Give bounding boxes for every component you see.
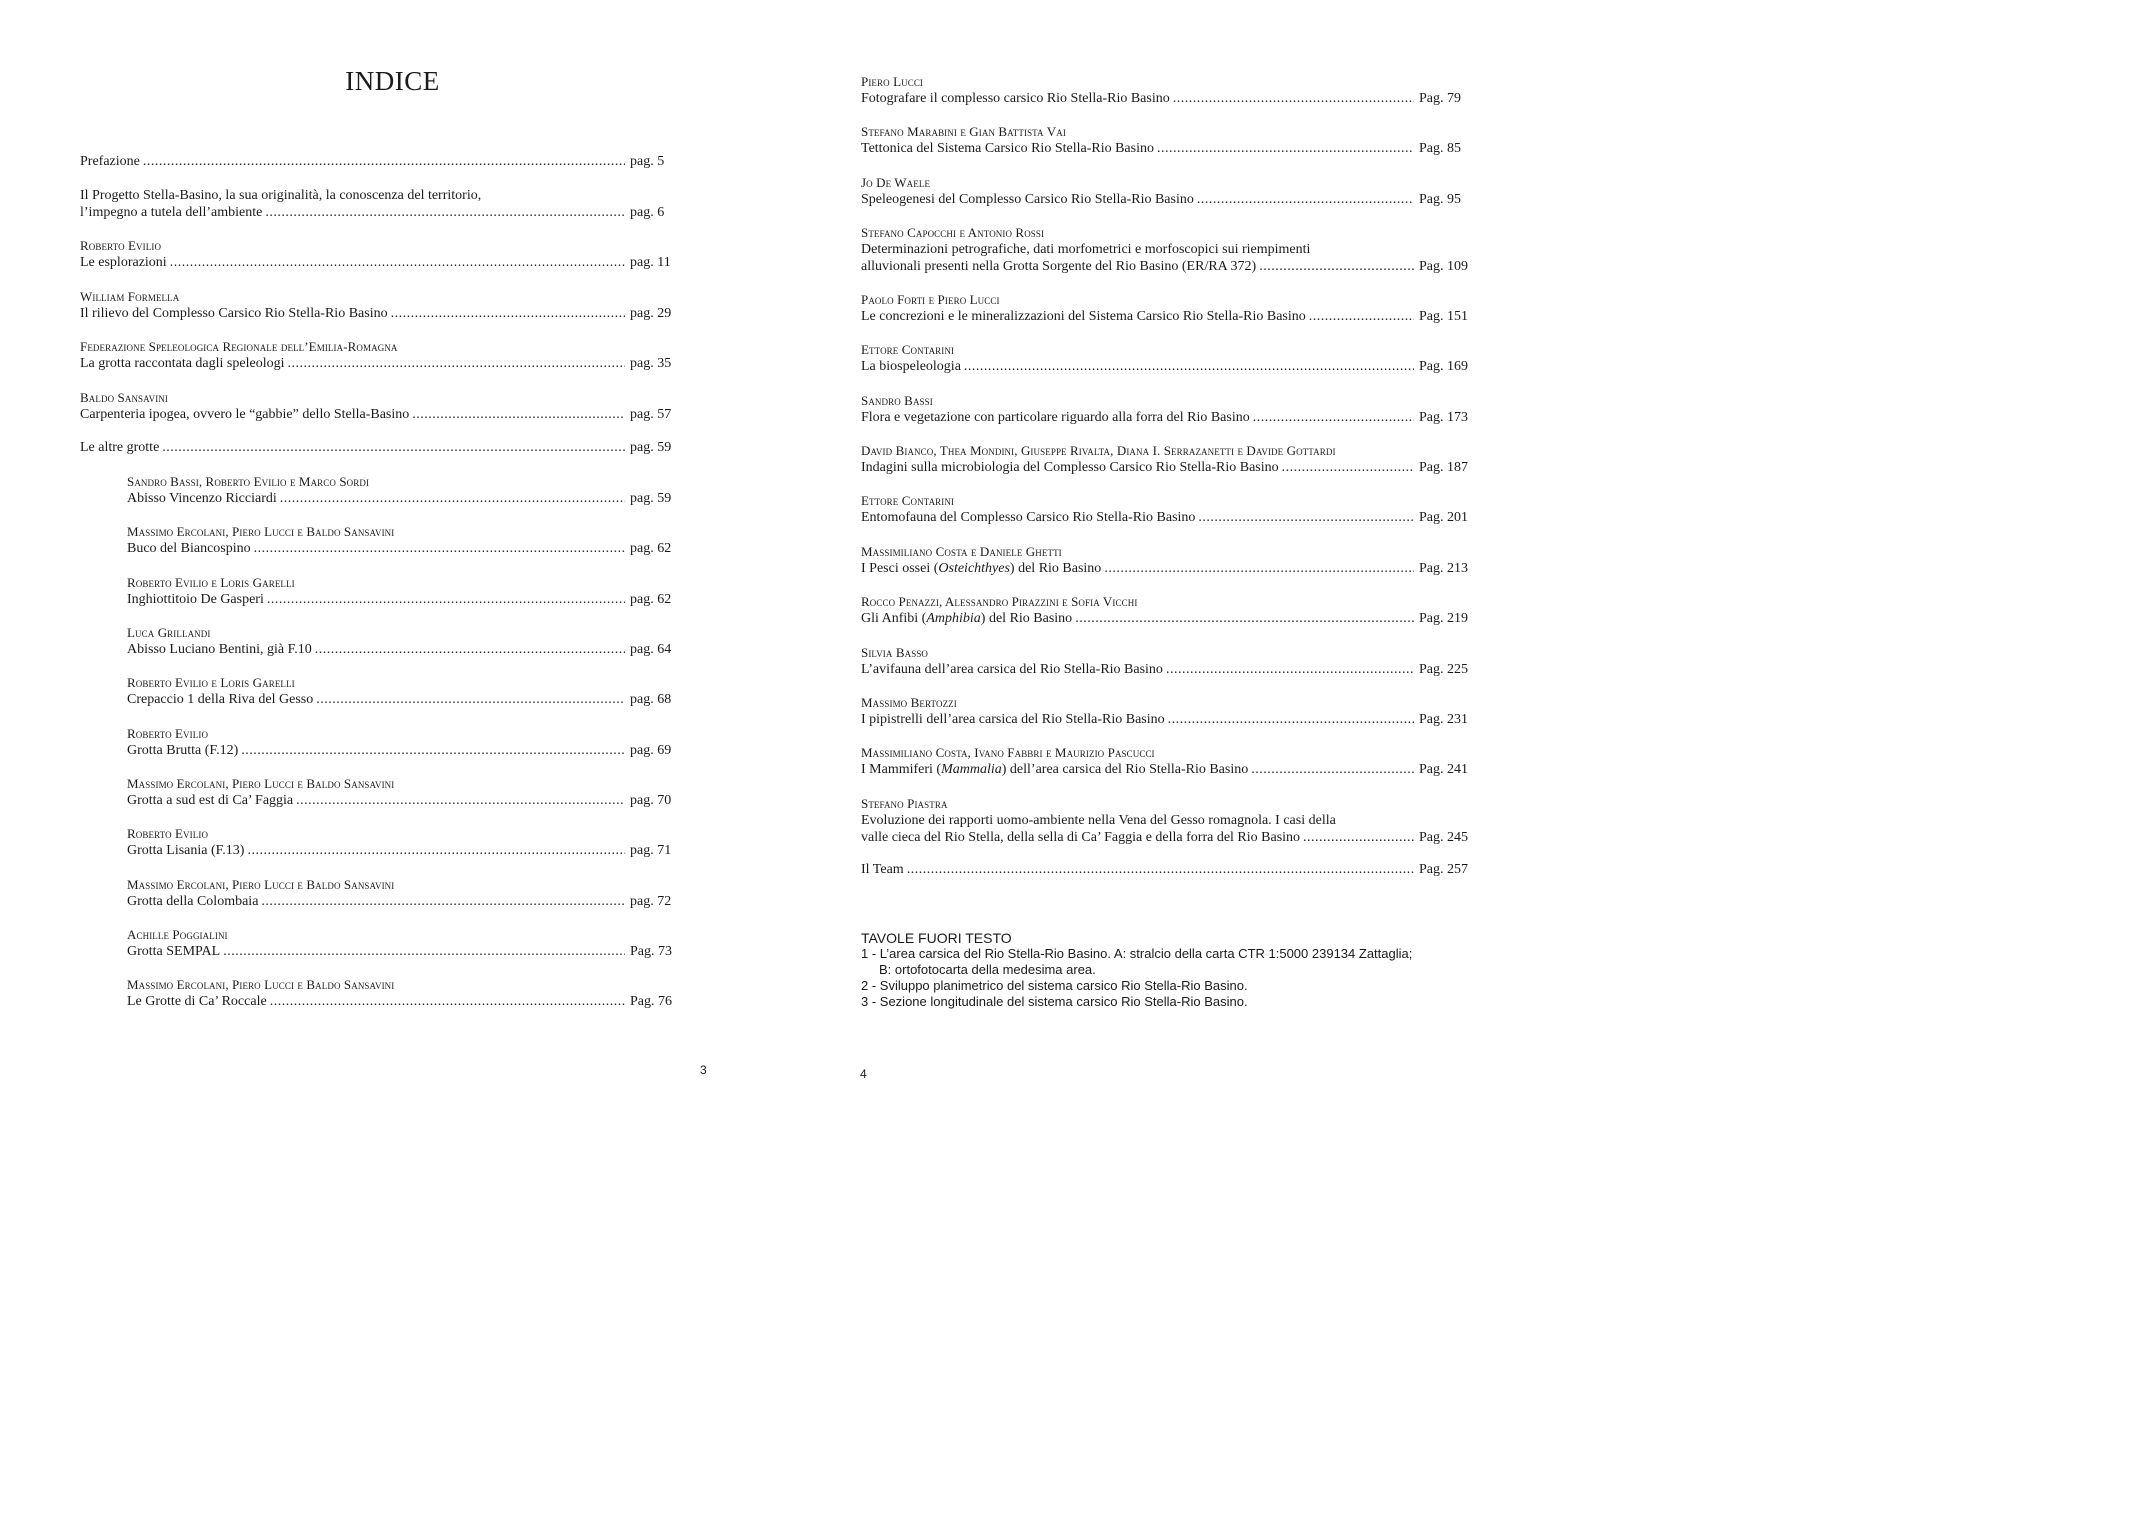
dot-leader (1198, 509, 1414, 526)
toc-entry (861, 174, 1467, 208)
dot-leader (143, 153, 625, 170)
toc-entry-title (80, 254, 167, 271)
toc-entry-authors: Ettore Contarini (861, 342, 955, 357)
dot-leader (280, 490, 625, 507)
toc-entry-authors: Massimo Bertozzi (861, 695, 957, 710)
toc-entry-title (861, 358, 961, 375)
tavole-item: 3 - Sezione longitudinale del sistema carsico Rio Stella-Rio Basino. (861, 994, 1248, 1009)
dot-leader (1075, 610, 1414, 627)
toc-entry-title-text: Abisso Vincenzo Ricciardi (127, 491, 277, 506)
toc-entry (861, 644, 1467, 678)
tavole-item: B: ortofotocarta della medesima area. (879, 962, 1096, 977)
dot-leader (1173, 90, 1414, 107)
toc-entry-page: Pag. 73 (630, 944, 672, 959)
toc-entry (127, 674, 678, 708)
toc-entry-title (127, 993, 267, 1010)
toc-entry-page: Pag. 257 (1419, 862, 1468, 877)
toc-entry-title-text: Grotta Brutta (F.12) (127, 743, 239, 758)
toc-entry-title (80, 305, 388, 322)
toc-entry-title-rest: ) dell’area carsica del Rio Stella-Rio Basino (1001, 762, 1249, 777)
dot-leader (1282, 459, 1414, 476)
page-title: INDICE (345, 66, 440, 96)
toc-entry-authors: Achille Poggialini (127, 927, 228, 942)
toc-entry-page: pag. 71 (630, 843, 672, 858)
toc-entry-title-text: I Mammiferi ( (861, 762, 942, 777)
toc-entry-authors: Sandro Bassi, Roberto Evilio e Marco Sordi (127, 474, 370, 489)
dot-leader (296, 792, 625, 809)
toc-entry-page: Pag. 187 (1419, 460, 1468, 475)
toc-entry-page: Pag. 109 (1419, 259, 1468, 274)
dot-leader (265, 204, 625, 221)
toc-entry-title (861, 509, 1195, 526)
toc-entry (861, 492, 1467, 526)
dot-leader (247, 842, 625, 859)
tavole-item: 1 - L’area carsica del Rio Stella-Rio Basino. A: stralcio della carta CTR 1:5000 239134 Zattaglia; (861, 946, 1413, 961)
toc-entry-page: Pag. 151 (1419, 309, 1468, 324)
toc-entry-title (127, 691, 313, 708)
toc-entry-authors: Massimo Ercolani, Piero Lucci e Baldo Sansavini (127, 877, 395, 892)
toc-entry (861, 442, 1467, 476)
toc-entry-title (127, 893, 258, 910)
toc-entry-page: pag. 11 (630, 255, 671, 270)
toc-entry-title-text: Entomofauna del Complesso Carsico Rio Stella-Rio Basino (861, 510, 1196, 525)
toc-entry (80, 187, 678, 221)
toc-entry-page: Pag. 169 (1419, 359, 1468, 374)
toc-entry-title (80, 439, 159, 456)
toc-entry-authors: Rocco Penazzi, Alessandro Pirazzini e Sofia Vicchi (861, 594, 1138, 609)
toc-entry-title-text: Le Grotte di Ca’ Roccale (127, 994, 267, 1009)
toc-entry-authors: Paolo Forti e Piero Lucci (861, 292, 1000, 307)
dot-leader (170, 254, 625, 271)
toc-entry (861, 593, 1467, 627)
toc-entry-title (127, 943, 220, 960)
toc-entry-page: pag. 62 (630, 541, 672, 556)
toc-entry-authors: Roberto Evilio (80, 238, 162, 253)
toc-entry (861, 341, 1467, 375)
toc-entry-page: pag. 70 (630, 793, 672, 808)
toc-entry-title (861, 308, 1306, 325)
toc-entry-title-text: Grotta della Colombaia (127, 894, 259, 909)
toc-entry-authors: Roberto Evilio (127, 826, 209, 841)
toc-entry-title (127, 641, 312, 658)
toc-entry-authors: Roberto Evilio e Loris Garelli (127, 675, 295, 690)
toc-entry-page: Pag. 213 (1419, 561, 1468, 576)
toc-entry-page: Pag. 231 (1419, 712, 1468, 727)
toc-entry-title-text: Grotta Lisania (F.13) (127, 843, 245, 858)
toc-entry-authors: Stefano Piastra (861, 796, 948, 811)
toc-entry-page: Pag. 241 (1419, 762, 1468, 777)
toc-entry (80, 439, 678, 456)
toc-entry-authors: Roberto Evilio (127, 726, 209, 741)
toc-entry-page: pag. 35 (630, 356, 672, 371)
dot-leader (261, 893, 625, 910)
toc-entry (861, 744, 1467, 778)
toc-entry-title (127, 540, 251, 557)
toc-entry-title-text: Abisso Luciano Bentini, già F.10 (127, 642, 312, 657)
toc-entry-title (127, 591, 264, 608)
toc-entry-title (861, 90, 1170, 107)
page-number: 3 (700, 1063, 707, 1077)
toc-entry-title-text: La biospeleologia (861, 359, 961, 374)
toc-entry-page: pag. 69 (630, 743, 672, 758)
dot-leader (270, 993, 625, 1010)
toc-entry (127, 523, 678, 557)
toc-entry (80, 288, 678, 322)
toc-entry (127, 624, 678, 658)
toc-entry-title-text: I Pesci ossei ( (861, 561, 939, 576)
toc-entry-page: Pag. 219 (1419, 611, 1468, 626)
toc-entry-title (861, 829, 1300, 846)
dot-leader (254, 540, 625, 557)
toc-entry-title (861, 409, 1250, 426)
dot-leader (162, 439, 625, 456)
toc-entry (861, 543, 1467, 577)
toc-entry-page: pag. 59 (630, 440, 672, 455)
toc-entry-title-text: Prefazione (80, 154, 140, 169)
dot-leader (316, 691, 625, 708)
toc-entry-title-rest: ) del Rio Basino (1009, 561, 1102, 576)
toc-entry-title-text: I pipistrelli dell’area carsica del Rio Stella-Rio Basino (861, 712, 1165, 727)
right-page (775, 0, 1549, 1100)
dot-leader (1197, 191, 1414, 208)
toc-entry-title-italic: Amphibia (926, 611, 981, 626)
toc-entry-title (80, 204, 262, 221)
dot-leader (1168, 711, 1414, 728)
tavole-item: 2 - Sviluppo planimetrico del sistema carsico Rio Stella-Rio Basino. (861, 978, 1248, 993)
toc-entry-title-text: Tettonica del Sistema Carsico Rio Stella-Rio Basino (861, 141, 1154, 156)
toc-entry-authors: Massimiliano Costa e Daniele Ghetti (861, 544, 1062, 559)
toc-entry-title (80, 153, 140, 170)
toc-entry-title-text: Speleogenesi del Complesso Carsico Rio Stella-Rio Basino (861, 192, 1194, 207)
dot-leader (267, 591, 625, 608)
toc-entry-page: pag. 62 (630, 592, 672, 607)
tavole-heading: TAVOLE FUORI TESTO (861, 930, 1012, 946)
toc-entry (861, 123, 1467, 157)
toc-entry-page: Pag. 85 (1419, 141, 1461, 156)
toc-entry (861, 73, 1467, 107)
dot-leader (907, 861, 1414, 878)
toc-entry-page: Pag. 95 (1419, 192, 1461, 207)
toc-entry-title-line: Determinazioni petrografiche, dati morfometrici e morfoscopici sui riempimenti (861, 242, 1311, 257)
dot-leader (315, 641, 625, 658)
toc-entry (127, 825, 678, 859)
dot-leader (1104, 560, 1414, 577)
toc-entry-page: pag. 59 (630, 491, 672, 506)
toc-entry-authors: Massimiliano Costa, Ivano Fabbri e Maurizio Pascucci (861, 745, 1155, 760)
dot-leader (391, 305, 625, 322)
toc-entry-authors: David Bianco, Thea Mondini, Giuseppe Rivalta, Diana I. Serrazanetti e Davide Gottardi (861, 443, 1336, 458)
page-number: 4 (860, 1067, 867, 1081)
toc-entry-title (127, 792, 293, 809)
dot-leader (412, 406, 625, 423)
toc-entry-authors: Sandro Bassi (861, 393, 933, 408)
toc-entry-title-text: L’avifauna dell’area carsica del Rio Stella-Rio Basino (861, 662, 1163, 677)
toc-entry-page: Pag. 245 (1419, 830, 1468, 845)
toc-entry-title-text: alluvionali presenti nella Grotta Sorgente del Rio Basino (ER/RA 372) (861, 259, 1257, 274)
toc-entry (127, 775, 678, 809)
toc-entry (861, 694, 1467, 728)
toc-entry-page: pag. 29 (630, 306, 672, 321)
toc-entry-authors: Massimo Ercolani, Piero Lucci e Baldo Sansavini (127, 977, 395, 992)
dot-leader (1303, 829, 1414, 846)
toc-entry-page: pag. 64 (630, 642, 672, 657)
toc-entry (861, 861, 1467, 878)
toc-entry (127, 976, 678, 1010)
toc-entry (80, 338, 678, 372)
toc-entry-authors: Jo De Waele (861, 175, 931, 190)
toc-entry-page: pag. 6 (630, 205, 665, 220)
toc-entry-title-text: Il rilievo del Complesso Carsico Rio Stella-Rio Basino (80, 306, 388, 321)
toc-entry-title-text: Le esplorazioni (80, 255, 167, 270)
toc-entry-title (80, 355, 284, 372)
dot-leader (1309, 308, 1414, 325)
toc-entry-authors: Silvia Basso (861, 645, 929, 660)
toc-entry-page: Pag. 79 (1419, 91, 1461, 106)
toc-entry-authors: Stefano Marabini e Gian Battista Vai (861, 124, 1066, 139)
toc-entry-page: Pag. 225 (1419, 662, 1468, 677)
toc-entry-title-text: Gli Anfibi ( (861, 611, 927, 626)
toc-entry-title (861, 711, 1165, 728)
toc-entry-title (861, 258, 1256, 275)
toc-entry-title-text: Crepaccio 1 della Riva del Gesso (127, 692, 314, 707)
toc-entry-page: pag. 72 (630, 894, 672, 909)
toc-entry-page: Pag. 76 (630, 994, 672, 1009)
dot-leader (223, 943, 625, 960)
toc-entry-authors: William Formella (80, 289, 180, 304)
dot-leader (964, 358, 1414, 375)
toc-entry (861, 224, 1467, 275)
toc-entry-title (80, 406, 409, 423)
toc-entry-title (861, 661, 1163, 678)
toc-entry-title (127, 490, 277, 507)
toc-entry-title-text: Fotografare il complesso carsico Rio Stella-Rio Basino (861, 91, 1170, 106)
toc-entry-title-text: l’impegno a tutela dell’ambiente (80, 205, 263, 220)
toc-entry-page: Pag. 173 (1419, 410, 1468, 425)
toc-entry-page: pag. 68 (630, 692, 672, 707)
toc-entry-title-italic: Mammalia (941, 762, 1002, 777)
toc-entry (861, 392, 1467, 426)
toc-entry-title-text: Grotta SEMPAL (127, 944, 221, 959)
toc-entry-title-italic: Osteichthyes (938, 561, 1010, 576)
toc-entry-title (127, 742, 238, 759)
toc-entry (80, 389, 678, 423)
toc-entry-title (861, 610, 1072, 627)
toc-entry-page: pag. 57 (630, 407, 672, 422)
toc-entry-authors: Baldo Sansavini (80, 390, 168, 405)
dot-leader (241, 742, 625, 759)
toc-entry-title (861, 861, 904, 878)
toc-entry (127, 725, 678, 759)
dot-leader (1157, 140, 1414, 157)
dot-leader (1166, 661, 1414, 678)
toc-entry-title-text: Grotta a sud est di Ca’ Faggia (127, 793, 294, 808)
toc-entry-authors: Ettore Contarini (861, 493, 955, 508)
toc-entry-title (861, 560, 1101, 577)
toc-entry-title (127, 842, 244, 859)
left-page (0, 0, 775, 1100)
toc-entry-title-text: Flora e vegetazione con particolare riguardo alla forra del Rio Basino (861, 410, 1250, 425)
toc-entry-title (861, 459, 1279, 476)
dot-leader (1259, 258, 1414, 275)
toc-entry (127, 926, 678, 960)
dot-leader (1251, 761, 1414, 778)
tavole-fuori-testo (861, 930, 1412, 1010)
toc-entry-authors: Stefano Capocchi e Antonio Rossi (861, 225, 1045, 240)
toc-entry-title (861, 140, 1154, 157)
toc-entry-title-line: Il Progetto Stella-Basino, la sua originalità, la conoscenza del territorio, (80, 188, 482, 203)
toc-entry (127, 574, 678, 608)
toc-entry-title-text: Indagini sulla microbiologia del Complesso Carsico Rio Stella-Rio Basino (861, 460, 1279, 475)
toc-entry-title-text: Le concrezioni e le mineralizzazioni del Sistema Carsico Rio Stella-Rio Basino (861, 309, 1306, 324)
toc-entry-authors: Luca Grillandi (127, 625, 211, 640)
toc-entry-title (861, 761, 1248, 778)
toc-entry-title-rest: ) del Rio Basino (980, 611, 1073, 626)
toc-entry-title (861, 191, 1194, 208)
toc-entry-title-text: Buco del Biancospino (127, 541, 251, 556)
toc-entry-authors: Federazione Speleologica Regionale dell’Emilia-Romagna (80, 339, 398, 354)
toc-entry-page: pag. 5 (630, 154, 665, 169)
toc-entry (80, 237, 678, 271)
toc-entry-title-text: Le altre grotte (80, 440, 160, 455)
toc-entry (127, 876, 678, 910)
toc-entry-title-line: Evoluzione dei rapporti uomo-ambiente nella Vena del Gesso romagnola. I casi della (861, 813, 1336, 828)
toc-entry (80, 153, 678, 170)
toc-entry-authors: Roberto Evilio e Loris Garelli (127, 575, 295, 590)
toc-entry-title-text: Il Team (861, 862, 904, 877)
toc-entry-authors: Massimo Ercolani, Piero Lucci e Baldo Sansavini (127, 776, 395, 791)
toc-entry-title-text: Carpenteria ipogea, ovvero le “gabbie” dello Stella-Basino (80, 407, 410, 422)
toc-entry (861, 291, 1467, 325)
dot-leader (1253, 409, 1414, 426)
toc-entry-title-text: valle cieca del Rio Stella, della sella di Ca’ Faggia e della forra del Rio Basino (861, 830, 1301, 845)
toc-entry-page: Pag. 201 (1419, 510, 1468, 525)
toc-entry-authors: Piero Lucci (861, 74, 924, 89)
toc-entry-title-text: La grotta raccontata dagli speleologi (80, 356, 285, 371)
toc-entry (861, 795, 1467, 846)
toc-entry-title-text: Inghiottitoio De Gasperi (127, 592, 264, 607)
dot-leader (287, 355, 625, 372)
toc-entry (127, 473, 678, 507)
toc-entry-authors: Massimo Ercolani, Piero Lucci e Baldo Sansavini (127, 524, 395, 539)
